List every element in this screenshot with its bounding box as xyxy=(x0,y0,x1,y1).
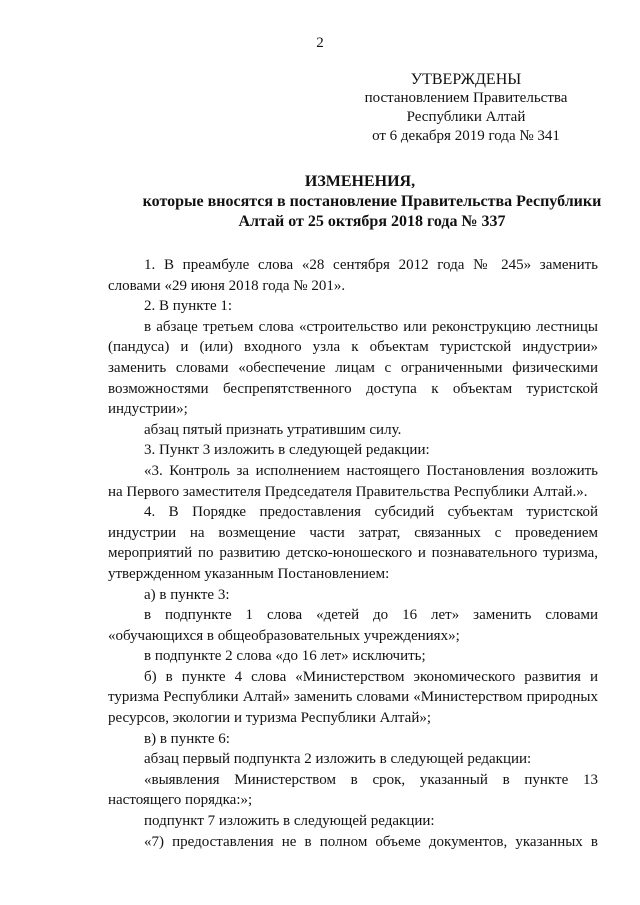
title-main: ИЗМЕНЕНИЯ, xyxy=(304,173,416,190)
title-subtitle-line-2: Алтай от 25 октября 2018 года № 337 xyxy=(238,213,506,230)
paragraph: абзац пятый признать утратившим силу. xyxy=(144,421,402,438)
paragraph: 1. В преамбуле слова «28 сентября 2012 года № 245» заменить словами «29 июня 2018 года № 201». xyxy=(108,257,598,294)
paragraph: в подпункте 1 слова «детей до 16 лет» заменить словами «обучающихся в общеобразовательных учреждениях»; xyxy=(108,607,598,644)
title-subtitle-line-1: которые вносятся в постановление Правительства Республики xyxy=(142,193,602,210)
paragraph: 2. В пункте 1: xyxy=(144,298,233,315)
paragraph: в подпункте 2 слова «до 16 лет» исключить; xyxy=(144,648,426,665)
paragraph: подпункт 7 изложить в следующей редакции: xyxy=(144,813,435,830)
paragraph: а) в пункте 3: xyxy=(144,586,230,603)
approval-line-3: от 6 декабря 2019 года № 341 xyxy=(372,128,560,144)
paragraph: в абзаце третьем слова «строительство или реконструкцию лестницы (пандуса) и (или) входного узла к объектам туристской индустрии» заменить словами «обеспечение лицам с ограниченными физическими возможностями беспрепятственного доступа к объектам туристской индустрии»; xyxy=(108,318,598,418)
paragraph: 3. Пункт 3 изложить в следующей редакции: xyxy=(144,442,430,459)
approval-line-2: Республики Алтай xyxy=(406,109,526,125)
approval-heading: УТВЕРЖДЕНЫ xyxy=(410,71,522,88)
paragraph: абзац первый подпункта 2 изложить в следующей редакции: xyxy=(144,751,532,768)
paragraph: в) в пункте 6: xyxy=(144,730,230,747)
paragraph: б) в пункте 4 слова «Министерством экономического развития и туризма Республики Алтай» заменить словами «Министерством природных ресурсов, экологии и туризма Республики Алтай»; xyxy=(108,668,598,727)
paragraph: «3. Контроль за исполнением настоящего Постановления возложить на Первого заместителя Председателя Правительства Республики Алтай.». xyxy=(108,462,598,500)
approval-line-1: постановлением Правительства xyxy=(364,90,568,106)
paragraph: «7) предоставления не в полном объеме документов, указанных в xyxy=(144,833,598,850)
document-body xyxy=(108,255,598,852)
approval-block xyxy=(360,70,572,146)
paragraph: «выявления Министерством в срок, указанный в пункте 13 настоящего порядка:»; xyxy=(108,771,598,809)
paragraph: 4. В Порядке предоставления субсидий субъектам туристской индустрии на возмещение части затрат, связанных с проведением мероприятий по развитию детско-юношеского и познавательного туризма, утвержденном указанным Постановлением: xyxy=(108,504,598,582)
page-number: 2 xyxy=(316,35,324,51)
document-title xyxy=(100,172,620,232)
